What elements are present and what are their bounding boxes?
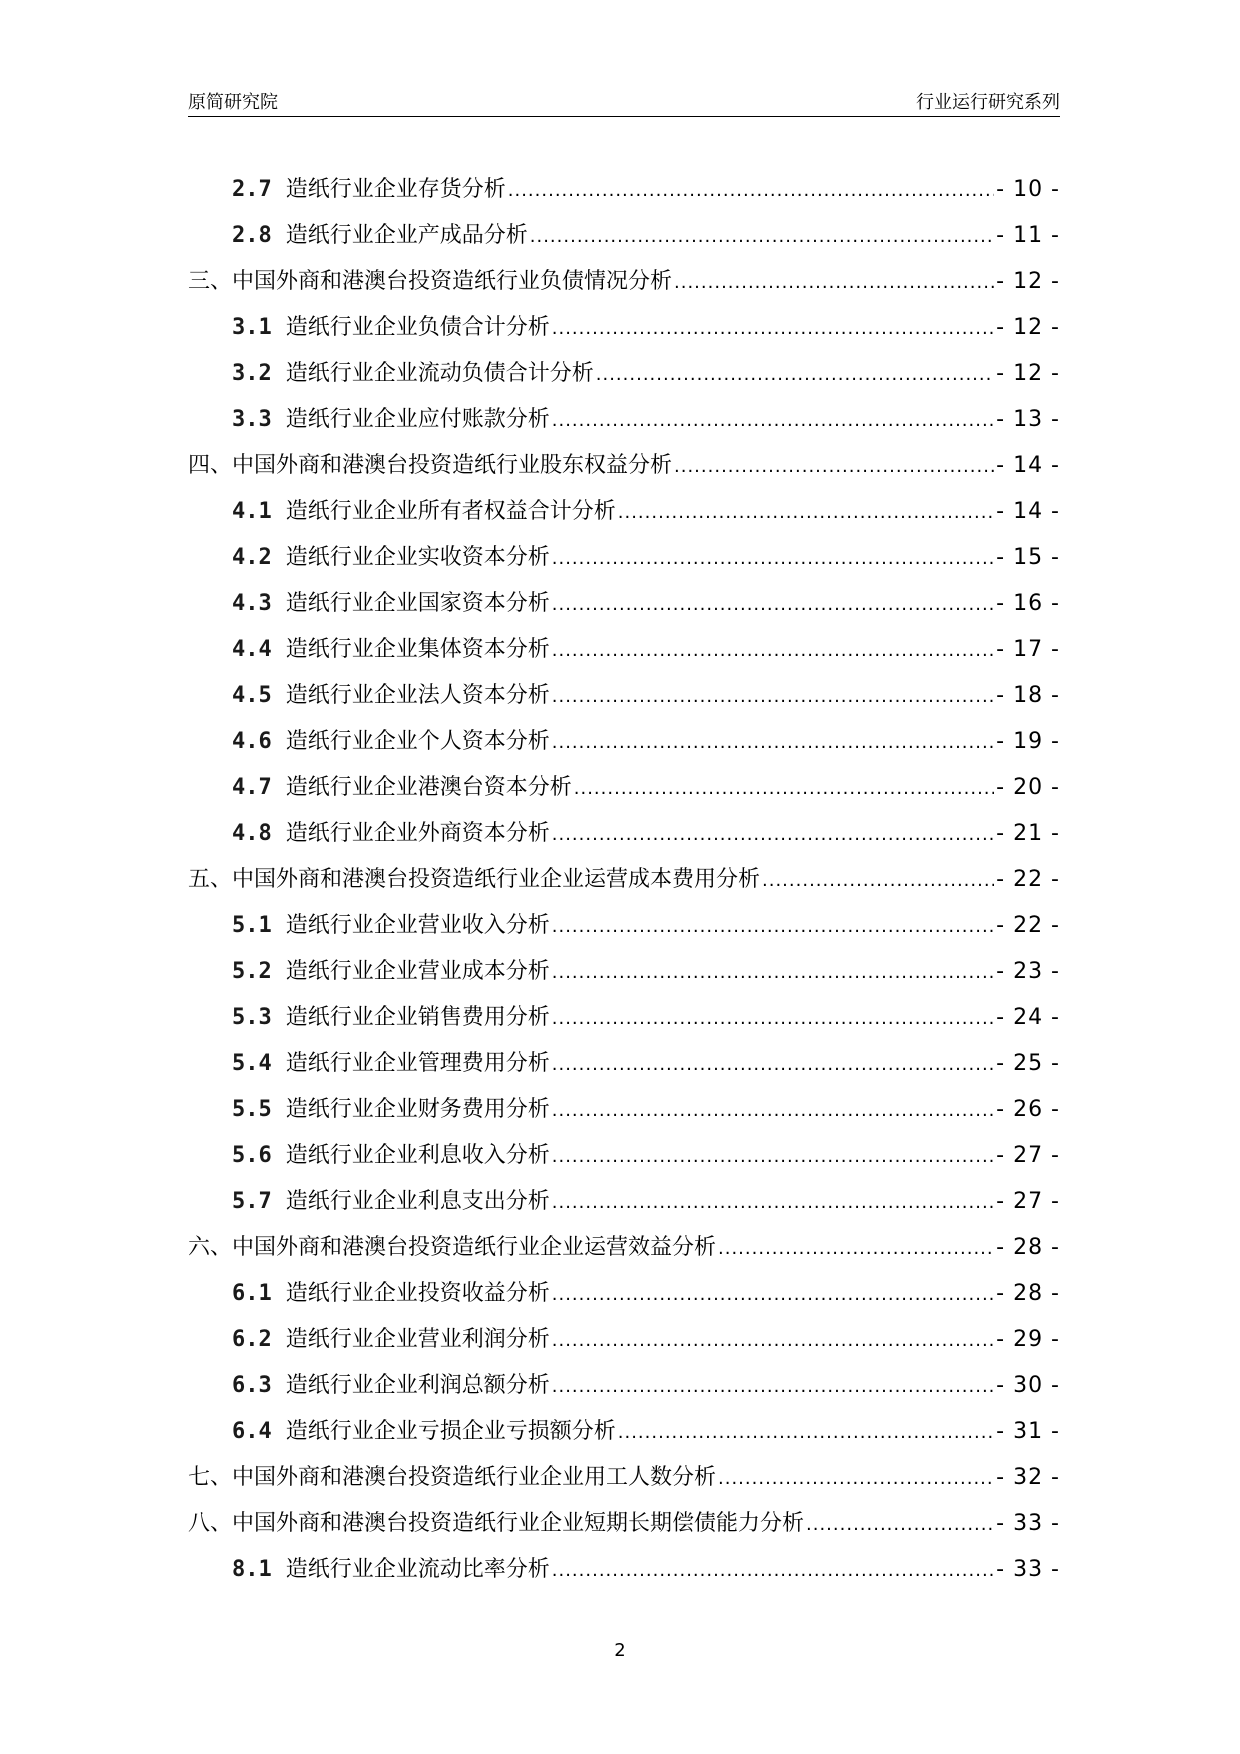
toc-entry-title — [188, 1225, 716, 1271]
toc-entry-title — [232, 489, 616, 535]
toc-dot-leader — [552, 1318, 994, 1364]
toc-entry-label: 造纸行业企业利润总额分析 — [285, 1373, 550, 1398]
toc-section-number: 4.3 — [232, 591, 272, 616]
toc-dot-leader — [674, 260, 994, 306]
toc-page-number: - 21 - — [996, 821, 1060, 846]
toc-section-number: 4.2 — [232, 545, 272, 570]
toc-dot-leader — [552, 1134, 994, 1180]
toc-chapter-entry[interactable] — [188, 1225, 1060, 1271]
toc-section-entry[interactable] — [188, 1409, 1060, 1455]
toc-entry-label: 造纸行业企业集体资本分析 — [285, 637, 550, 662]
toc-section-entry[interactable] — [188, 1271, 1060, 1317]
toc-section-number: 6.2 — [232, 1327, 272, 1352]
toc-section-entry[interactable] — [188, 765, 1060, 811]
table-of-contents — [188, 167, 1060, 1593]
toc-section-number: 2.8 — [232, 223, 272, 248]
toc-entry-title — [188, 1501, 804, 1547]
toc-entry-title — [188, 443, 672, 489]
toc-entry-title — [232, 1041, 550, 1087]
toc-dot-leader — [552, 950, 994, 996]
toc-page-number: - 24 - — [996, 1005, 1060, 1030]
toc-entry-title — [188, 1455, 716, 1501]
toc-page-number: - 27 - — [996, 1189, 1060, 1214]
toc-section-number: 3.3 — [232, 407, 272, 432]
toc-section-number: 4.5 — [232, 683, 272, 708]
toc-section-number: 3.2 — [232, 361, 272, 386]
toc-entry-title — [232, 1547, 550, 1593]
toc-section-number: 4.7 — [232, 775, 272, 800]
toc-dot-leader — [552, 398, 994, 444]
toc-section-entry[interactable] — [188, 489, 1060, 535]
toc-page-number: - 18 - — [996, 683, 1060, 708]
toc-entry-title — [232, 903, 550, 949]
toc-entry-label: 造纸行业企业存货分析 — [285, 177, 506, 202]
toc-entry-label: 造纸行业企业所有者权益合计分析 — [285, 499, 616, 524]
toc-chapter-entry[interactable] — [188, 259, 1060, 305]
toc-chapter-entry[interactable] — [188, 443, 1060, 489]
toc-dot-leader — [552, 1042, 994, 1088]
toc-dot-leader — [552, 812, 994, 858]
toc-section-number: 5.7 — [232, 1189, 272, 1214]
toc-dot-leader — [574, 766, 994, 812]
toc-section-entry[interactable] — [188, 397, 1060, 443]
toc-entry-label: 造纸行业企业亏损企业亏损额分析 — [285, 1419, 616, 1444]
toc-section-entry[interactable] — [188, 1363, 1060, 1409]
toc-section-entry[interactable] — [188, 167, 1060, 213]
toc-page-number: - 14 - — [996, 453, 1060, 478]
toc-entry-label: 造纸行业企业营业成本分析 — [285, 959, 550, 984]
toc-page-number: - 13 - — [996, 407, 1060, 432]
toc-page-number: - 28 - — [996, 1235, 1060, 1260]
toc-entry-label: 造纸行业企业实收资本分析 — [285, 545, 550, 570]
toc-entry-label: 造纸行业企业法人资本分析 — [285, 683, 550, 708]
toc-section-entry[interactable] — [188, 1547, 1060, 1593]
toc-entry-title — [232, 581, 550, 627]
toc-entry-label: 四、中国外商和港澳台投资造纸行业股东权益分析 — [188, 453, 673, 478]
toc-entry-title — [232, 673, 550, 719]
toc-page-number: - 22 - — [996, 867, 1060, 892]
toc-page-number: - 12 - — [996, 361, 1060, 386]
toc-page-number: - 26 - — [996, 1097, 1060, 1122]
toc-dot-leader — [552, 904, 994, 950]
toc-section-number: 6.1 — [232, 1281, 272, 1306]
toc-page-number: - 22 - — [996, 913, 1060, 938]
toc-page-number: - 20 - — [996, 775, 1060, 800]
toc-dot-leader — [552, 536, 994, 582]
toc-page-number: - 23 - — [996, 959, 1060, 984]
toc-dot-leader — [552, 1272, 994, 1318]
toc-section-entry[interactable] — [188, 305, 1060, 351]
toc-page-number: - 32 - — [996, 1465, 1060, 1490]
toc-section-entry[interactable] — [188, 949, 1060, 995]
toc-page-number: - 30 - — [996, 1373, 1060, 1398]
toc-entry-label: 造纸行业企业负债合计分析 — [285, 315, 550, 340]
toc-page-number: - 16 - — [996, 591, 1060, 616]
toc-page-number: - 33 - — [996, 1557, 1060, 1582]
toc-dot-leader — [552, 582, 994, 628]
toc-entry-title — [232, 765, 572, 811]
toc-section-entry[interactable] — [188, 811, 1060, 857]
toc-section-entry[interactable] — [188, 213, 1060, 259]
toc-page-number: - 19 - — [996, 729, 1060, 754]
toc-section-entry[interactable] — [188, 995, 1060, 1041]
toc-entry-label: 六、中国外商和港澳台投资造纸行业企业运营效益分析 — [188, 1235, 717, 1260]
toc-entry-label: 造纸行业企业营业收入分析 — [285, 913, 550, 938]
toc-entry-label: 造纸行业企业流动负债合计分析 — [285, 361, 594, 386]
toc-entry-title — [232, 1409, 616, 1455]
toc-chapter-entry[interactable] — [188, 1501, 1060, 1547]
toc-entry-label: 七、中国外商和港澳台投资造纸行业企业用工人数分析 — [188, 1465, 717, 1490]
toc-entry-title — [232, 1087, 550, 1133]
toc-section-number: 4.8 — [232, 821, 272, 846]
toc-section-entry[interactable] — [188, 673, 1060, 719]
toc-section-number: 4.6 — [232, 729, 272, 754]
toc-entry-label: 造纸行业企业流动比率分析 — [285, 1557, 550, 1582]
toc-section-entry[interactable] — [188, 719, 1060, 765]
toc-section-entry[interactable] — [188, 1133, 1060, 1179]
toc-entry-title — [232, 351, 594, 397]
toc-entry-title — [232, 1317, 550, 1363]
toc-section-entry[interactable] — [188, 903, 1060, 949]
toc-page-number: - 17 - — [996, 637, 1060, 662]
toc-section-entry[interactable] — [188, 1179, 1060, 1225]
toc-dot-leader — [718, 1456, 994, 1502]
toc-dot-leader — [762, 858, 994, 904]
toc-section-number: 3.1 — [232, 315, 272, 340]
toc-section-number: 5.2 — [232, 959, 272, 984]
toc-entry-label: 造纸行业企业外商资本分析 — [285, 821, 550, 846]
toc-entry-title — [232, 719, 550, 765]
toc-section-entry[interactable] — [188, 1041, 1060, 1087]
page-number: 2 — [614, 1640, 626, 1661]
toc-entry-label: 造纸行业企业产成品分析 — [285, 223, 528, 248]
toc-section-number: 6.3 — [232, 1373, 272, 1398]
toc-entry-label: 造纸行业企业国家资本分析 — [285, 591, 550, 616]
toc-section-number: 5.1 — [232, 913, 272, 938]
toc-section-entry[interactable] — [188, 627, 1060, 673]
toc-page-number: - 31 - — [996, 1419, 1060, 1444]
toc-chapter-entry[interactable] — [188, 1455, 1060, 1501]
toc-entry-title — [232, 1363, 550, 1409]
toc-dot-leader — [618, 490, 994, 536]
toc-dot-leader — [552, 1180, 994, 1226]
toc-entry-title — [188, 259, 672, 305]
toc-dot-leader — [508, 168, 994, 214]
toc-entry-label: 造纸行业企业个人资本分析 — [285, 729, 550, 754]
toc-dot-leader — [552, 628, 994, 674]
toc-entry-title — [232, 167, 506, 213]
toc-entry-title — [232, 627, 550, 673]
toc-entry-label: 造纸行业企业销售费用分析 — [285, 1005, 550, 1030]
toc-section-entry[interactable] — [188, 1317, 1060, 1363]
toc-entry-label: 造纸行业企业营业利润分析 — [285, 1327, 550, 1352]
toc-page-number: - 33 - — [996, 1511, 1060, 1536]
toc-dot-leader — [806, 1502, 994, 1548]
toc-dot-leader — [674, 444, 994, 490]
toc-section-number: 5.4 — [232, 1051, 272, 1076]
page-header — [188, 86, 1060, 117]
toc-dot-leader — [552, 1088, 994, 1134]
toc-dot-leader — [552, 720, 994, 766]
toc-entry-title — [232, 397, 550, 443]
toc-page-number: - 10 - — [996, 177, 1060, 202]
toc-entry-title — [232, 1133, 550, 1179]
toc-section-number: 4.1 — [232, 499, 272, 524]
toc-entry-label: 五、中国外商和港澳台投资造纸行业企业运营成本费用分析 — [188, 867, 761, 892]
toc-dot-leader — [552, 1548, 994, 1594]
toc-dot-leader — [552, 674, 994, 720]
toc-section-number: 5.6 — [232, 1143, 272, 1168]
toc-dot-leader — [596, 352, 994, 398]
toc-entry-title — [232, 811, 550, 857]
toc-dot-leader — [552, 996, 994, 1042]
toc-entry-label: 造纸行业企业财务费用分析 — [285, 1097, 550, 1122]
toc-entry-label: 三、中国外商和港澳台投资造纸行业负债情况分析 — [188, 269, 673, 294]
toc-section-number: 5.5 — [232, 1097, 272, 1122]
toc-entry-label: 造纸行业企业管理费用分析 — [285, 1051, 550, 1076]
toc-entry-label: 造纸行业企业投资收益分析 — [285, 1281, 550, 1306]
toc-dot-leader — [552, 1364, 994, 1410]
toc-page-number: - 11 - — [996, 223, 1060, 248]
toc-entry-label: 造纸行业企业港澳台资本分析 — [285, 775, 572, 800]
toc-page-number: - 29 - — [996, 1327, 1060, 1352]
toc-page-number: - 15 - — [996, 545, 1060, 570]
toc-section-entry[interactable] — [188, 581, 1060, 627]
toc-entry-label: 造纸行业企业利息支出分析 — [285, 1189, 550, 1214]
toc-entry-title — [232, 305, 550, 351]
header-series-title: 行业运行研究系列 — [916, 92, 1060, 113]
toc-entry-label: 造纸行业企业利息收入分析 — [285, 1143, 550, 1168]
toc-entry-title — [232, 535, 550, 581]
toc-entry-title — [232, 995, 550, 1041]
toc-entry-title — [232, 1271, 550, 1317]
toc-section-number: 8.1 — [232, 1557, 272, 1582]
toc-section-number: 4.4 — [232, 637, 272, 662]
toc-page-number: - 25 - — [996, 1051, 1060, 1076]
header-publisher: 原简研究院 — [188, 92, 278, 113]
toc-page-number: - 14 - — [996, 499, 1060, 524]
toc-entry-label: 造纸行业企业应付账款分析 — [285, 407, 550, 432]
toc-dot-leader — [718, 1226, 994, 1272]
toc-section-entry[interactable] — [188, 1087, 1060, 1133]
toc-section-entry[interactable] — [188, 351, 1060, 397]
toc-section-number: 2.7 — [232, 177, 272, 202]
toc-page-number: - 27 - — [996, 1143, 1060, 1168]
toc-dot-leader — [618, 1410, 994, 1456]
toc-chapter-entry[interactable] — [188, 857, 1060, 903]
toc-entry-title — [188, 857, 760, 903]
toc-entry-title — [232, 949, 550, 995]
toc-entry-title — [232, 213, 528, 259]
toc-dot-leader — [552, 306, 994, 352]
toc-page-number: - 12 - — [996, 315, 1060, 340]
toc-section-entry[interactable] — [188, 535, 1060, 581]
toc-page-number: - 28 - — [996, 1281, 1060, 1306]
toc-entry-title — [232, 1179, 550, 1225]
toc-entry-label: 八、中国外商和港澳台投资造纸行业企业短期长期偿债能力分析 — [188, 1511, 805, 1536]
toc-page-number: - 12 - — [996, 269, 1060, 294]
toc-section-number: 6.4 — [232, 1419, 272, 1444]
toc-dot-leader — [530, 214, 994, 260]
toc-section-number: 5.3 — [232, 1005, 272, 1030]
